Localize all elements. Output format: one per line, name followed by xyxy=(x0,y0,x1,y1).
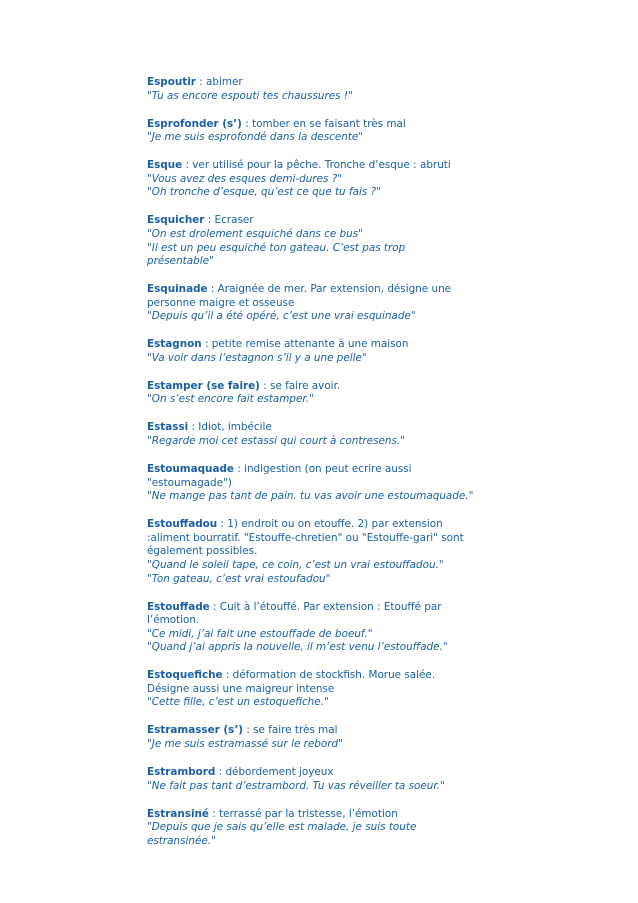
definition-line xyxy=(147,297,497,311)
glossary-entry xyxy=(147,76,497,103)
entry-definition: : débordement joyeux xyxy=(215,766,334,779)
entry-example: "Cette fille, c’est un estoquefiche." xyxy=(147,696,329,709)
entry-example: "Regarde moi cet estassi qui court à contresens." xyxy=(147,435,405,448)
entry-term: Estoumaquade xyxy=(147,463,234,475)
definition-line xyxy=(147,477,497,491)
entry-example: "Ton gateau, c’est vrai estoufadou" xyxy=(147,572,331,585)
entry-definition: : Ecraser xyxy=(204,214,254,227)
entry-term: Estouffade xyxy=(147,600,210,613)
glossary-entry xyxy=(147,338,497,365)
glossary-entry xyxy=(147,159,497,200)
entry-example: "Depuis qu’il a été opéré, c’est une vrai esquinade" xyxy=(147,310,416,323)
entry-example: "On s’est encore fait estamper." xyxy=(147,393,314,406)
glossary-entry xyxy=(147,766,497,793)
entry-term: Esquicher xyxy=(147,214,205,227)
glossary-entry xyxy=(147,118,497,145)
glossary-entry xyxy=(147,283,497,324)
glossary-entry xyxy=(147,463,497,504)
definition-line xyxy=(147,545,497,559)
entry-definition: : ver utilisé pour la pêche. Tronche d’esque : abruti xyxy=(182,159,451,172)
entry-term: Estramasser (s’) xyxy=(147,724,244,737)
entry-definition: Désigne aussi une maigreur intense xyxy=(147,682,335,695)
glossary-entry xyxy=(147,214,497,268)
definition-line xyxy=(147,118,497,132)
definition-line xyxy=(147,518,497,532)
entry-example: "Va voir dans l’estagnon s’il y a une pelle" xyxy=(147,351,367,364)
glossary-entry xyxy=(147,518,497,586)
entry-definition: : abimer xyxy=(195,76,243,88)
entry-example: "Oh tronche d’esque, qu’est ce que tu fais ?" xyxy=(147,186,381,199)
definition-line xyxy=(147,421,497,435)
entry-example: "Ne fait pas tant d’estrambord. Tu vas réveiller ta soeur." xyxy=(147,779,445,792)
entry-term: Esprofonder (s’) xyxy=(147,117,242,130)
entry-example: "Ce midi, j’ai fait une estouffade de boeuf." xyxy=(147,627,373,640)
entry-term: Estouffadou xyxy=(147,518,218,531)
glossary-entry xyxy=(147,808,497,849)
definition-line xyxy=(147,669,497,683)
definition-line xyxy=(147,338,497,352)
entry-example: "Depuis que je sais qu’elle est malade, je suis toute xyxy=(147,821,417,834)
entry-example: "Je me suis estramassé sur le rebord" xyxy=(147,738,343,751)
entry-term: Esque xyxy=(147,159,183,172)
entry-definition: : terrassé par la tristesse, l’émotion xyxy=(208,807,398,820)
entry-definition: : indigestion (on peut ecrire aussi xyxy=(233,463,412,475)
entry-definition: : 1) endroit ou on etouffe. 2) par extension xyxy=(217,518,443,531)
glossary-content xyxy=(147,76,497,863)
definition-line xyxy=(147,214,497,228)
entry-example: "Tu as encore espouti tes chaussures !" xyxy=(147,89,353,102)
entry-term: Estamper (se faire) xyxy=(147,379,260,392)
entry-example: "Quand le soleil tape, ce coin, c’est un vrai estouffadou." xyxy=(147,558,444,571)
entry-definition: : Cuit à l’étouffé. Par extension : Etouffé par xyxy=(209,600,442,613)
entry-definition: : Araignée de mer. Par extension, désigne une xyxy=(207,283,452,296)
entry-definition: : petite remise attenante à une maison xyxy=(201,338,409,351)
entry-example: "Il est un peu esquiché ton gateau. C’est pas trop xyxy=(147,241,406,254)
definition-line xyxy=(147,724,497,738)
entry-term: Estoquefiche xyxy=(147,669,223,682)
entry-definition: "estoumagade") xyxy=(147,476,232,489)
entry-example: "Ne mange pas tant de pain. tu vas avoir une estoumaquade." xyxy=(147,490,474,503)
definition-line xyxy=(147,76,497,90)
entry-example: "Quand j’ai appris la nouvelle, il m’est venu l’estouffade." xyxy=(147,641,448,654)
entry-definition: également possibles. xyxy=(147,545,258,558)
entry-term: Estassi xyxy=(147,421,189,434)
entry-example: "Je me suis esprofondé dans la descente" xyxy=(147,131,364,144)
entry-definition: :aliment bourratif. "Estouffe-chretien" ou "Estouffe-gari" sont xyxy=(147,531,464,544)
entry-example: "On est drolement esquiché dans ce bus" xyxy=(147,227,363,240)
entry-term: Estrambord xyxy=(147,766,216,779)
entry-definition: : tomber en se faisant très mal xyxy=(241,117,406,130)
entry-term: Estagnon xyxy=(147,338,202,351)
entry-example: "Vous avez des esques demi-dures ?" xyxy=(147,172,343,185)
definition-line xyxy=(147,532,497,546)
entry-definition: l’émotion. xyxy=(147,614,200,627)
entry-term: Estransiné xyxy=(147,807,209,820)
definition-line xyxy=(147,159,497,173)
definition-line xyxy=(147,808,497,822)
glossary-entry xyxy=(147,724,497,751)
definition-line xyxy=(147,283,497,297)
definition-line xyxy=(147,601,497,615)
definition-line xyxy=(147,683,497,697)
definition-line xyxy=(147,463,497,477)
entry-term: Esquinade xyxy=(147,283,208,296)
glossary-entry xyxy=(147,601,497,655)
definition-line xyxy=(147,380,497,394)
entry-example: présentable" xyxy=(147,255,214,268)
glossary-entry xyxy=(147,669,497,710)
entry-term: Espoutir xyxy=(147,76,196,88)
glossary-entry xyxy=(147,421,497,448)
entry-definition: : déformation de stockfish. Morue salée. xyxy=(222,669,436,682)
entry-definition: : se faire avoir. xyxy=(259,379,341,392)
entry-definition: : Idiot, imbécile xyxy=(188,421,272,434)
definition-line xyxy=(147,614,497,628)
entry-definition: personne maigre et osseuse xyxy=(147,296,295,309)
entry-example: estransinée." xyxy=(147,834,216,847)
entry-definition: : se faire très mal xyxy=(243,724,338,737)
glossary-entry xyxy=(147,380,497,407)
definition-line xyxy=(147,766,497,780)
